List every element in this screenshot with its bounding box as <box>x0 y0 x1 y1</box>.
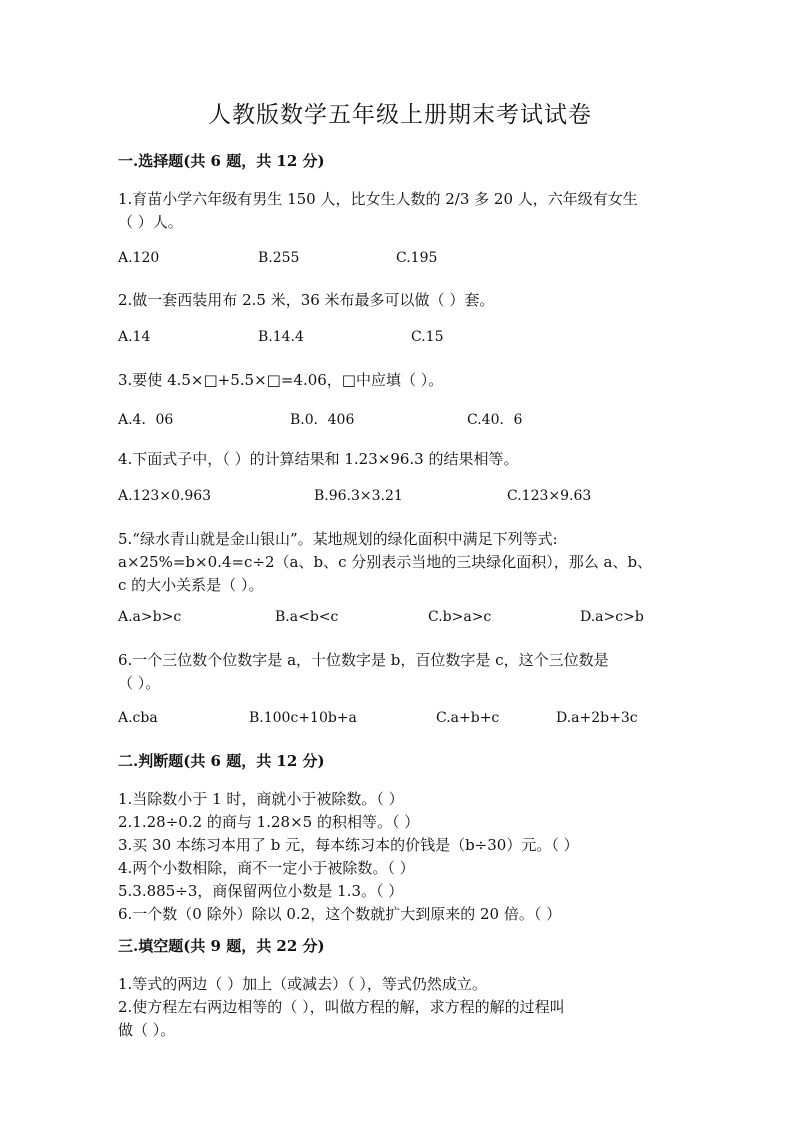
question-6-option-a: A.cba <box>118 710 158 726</box>
question-1-line-2: （ ）人。 <box>118 213 183 231</box>
section-heading-true-false: 二.判断题(共 6 题，共 12 分) <box>118 752 325 770</box>
question-5-option-d: D.a>c>b <box>580 609 644 625</box>
question-6-option-c: C.a+b+c <box>436 710 500 726</box>
judge-item-3: 3.买 30 本练习本用了 b 元，每本练习本的价钱是（b÷30）元。（ ） <box>118 836 579 854</box>
question-4-option-c: C.123×9.63 <box>507 488 592 504</box>
question-2-line-1: 2.做一套西装用布 2.5 米，36 米布最多可以做（ ）套。 <box>118 291 495 309</box>
page-title: 人教版数学五年级上册期末考试试卷 <box>208 102 592 128</box>
question-2-option-b: B.14.4 <box>258 329 304 345</box>
question-5-option-b: B.a<b<c <box>275 609 339 625</box>
question-6-line-1: 6.一个三位数个位数字是 a，十位数字是 b，百位数字是 c，这个三位数是 <box>118 651 609 669</box>
question-6-line-2: （ ）。 <box>118 674 161 692</box>
question-3-option-a: A.4．06 <box>118 412 174 428</box>
question-1-option-c: C.195 <box>396 250 438 266</box>
question-6-option-d: D.a+2b+3c <box>556 710 638 726</box>
question-5-line-3: c 的大小关系是（ ）。 <box>118 576 264 594</box>
question-3-option-b: B.0．406 <box>290 412 355 428</box>
section-heading-choice: 一.选择题(共 6 题，共 12 分) <box>118 152 325 170</box>
judge-item-2: 2.1.28÷0.2 的商与 1.28×5 的积相等。（ ） <box>118 813 420 831</box>
question-4-option-b: B.96.3×3.21 <box>314 488 403 504</box>
question-5-line-2: a×25%=b×0.4=c÷2（a、b、c 分别表示当地的三块绿化面积），那么 a、b、 <box>118 553 653 571</box>
question-4-option-a: A.123×0.963 <box>118 488 212 504</box>
question-5-option-c: C.b>a>c <box>428 609 492 625</box>
section-heading-fill-blank: 三.填空题(共 9 题，共 22 分) <box>118 937 325 955</box>
question-3-option-c: C.40．6 <box>467 412 523 428</box>
question-6-option-b: B.100c+10b+a <box>249 710 357 726</box>
question-1-option-b: B.255 <box>258 250 300 266</box>
judge-item-5: 5.3.885÷3，商保留两位小数是 1.3。（ ） <box>118 882 404 900</box>
fill-item-2-line-1: 2.使方程左右两边相等的（ ），叫做方程的解，求方程的解的过程叫 <box>118 998 565 1016</box>
question-2-option-c: C.15 <box>411 329 444 345</box>
question-1-option-a: A.120 <box>118 250 160 266</box>
fill-item-2-line-2: 做（ ）。 <box>118 1021 176 1039</box>
judge-item-4: 4.两个小数相除，商不一定小于被除数。（ ） <box>118 859 415 877</box>
question-5-option-a: A.a>b>c <box>118 609 182 625</box>
question-3-line-1: 3.要使 4.5×□+5.5×□=4.06，□中应填（ ）。 <box>118 371 444 389</box>
fill-item-1: 1.等式的两边（ ）加上（或减去）（ ），等式仍然成立。 <box>118 975 487 993</box>
question-4-line-1: 4.下面式子中，（ ）的计算结果和 1.23×96.3 的结果相等。 <box>118 450 519 468</box>
question-5-line-1: 5.“绿水青山就是金山银山”。某地规划的绿化面积中满足下列等式: <box>118 530 558 548</box>
judge-item-6: 6.一个数（0 除外）除以 0.2，这个数就扩大到原来的 20 倍。（ ） <box>118 905 562 923</box>
judge-item-1: 1.当除数小于 1 时，商就小于被除数。（ ） <box>118 790 404 808</box>
question-2-option-a: A.14 <box>118 329 151 345</box>
question-1-line-1: 1.育苗小学六年级有男生 150 人，比女生人数的 2/3 多 20 人，六年级有女生 <box>118 190 638 208</box>
